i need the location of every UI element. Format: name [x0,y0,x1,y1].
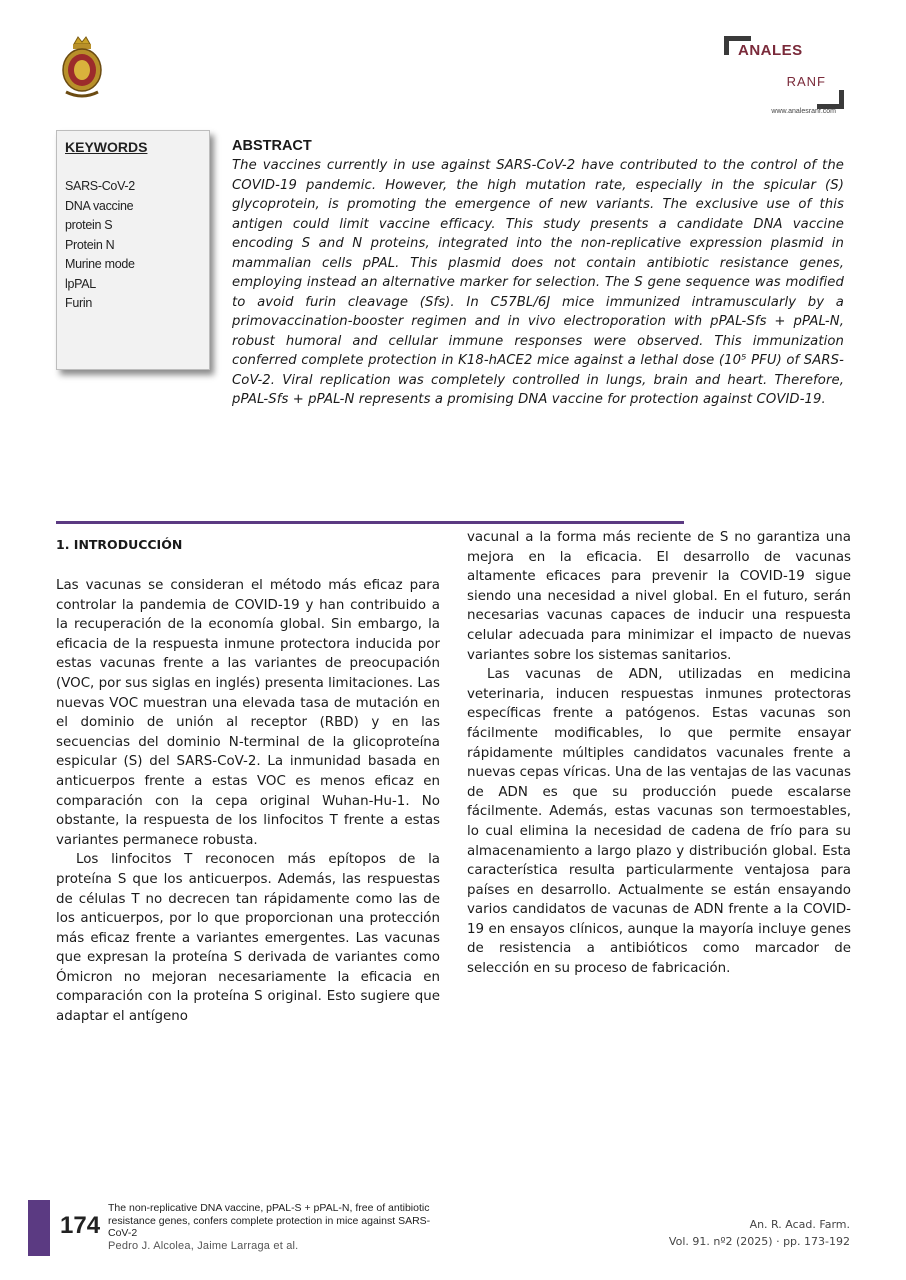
body-column-right [467,528,851,979]
logo-sub-text: RANF [786,74,826,89]
keyword-item: SARS-CoV-2 [65,179,135,193]
page-number: 174 [60,1212,101,1239]
logo-url: www.analesranf.com [771,108,836,115]
section-title: 1. INTRODUCCIÓN [56,537,183,552]
abstract-section [232,136,844,410]
keyword-item: Murine mode [65,257,135,271]
logo-brand-text: ANALES [738,42,803,59]
footer-article-title: The non-replicative DNA vaccine, pPAL-S + pPAL-N, free of antibiotic resistance genes, confers complete protection in mice against SARS-CoV-2 [108,1202,431,1239]
footer-journal: An. R. Acad. Farm. [749,1218,850,1231]
keyword-item: Protein N [65,237,115,252]
keyword-item: DNA vaccine [65,198,134,213]
keywords-box [56,130,210,370]
section-divider [56,521,684,524]
anales-ranf-logo [724,36,844,116]
paragraph: Los linfocitos T reconocen más epítopos de la proteína S que los anticuerpos. Además, las respuestas de células T no decrecen tan rápidamente como las de los anticuerpos, por lo que proporcionan una protección más eficaz frente a variantes emergentes. Las vacunas que expresan la proteína S derivada de variantes como Ómicron no mejoran necesariamente la eficacia en comparación con la proteína S original. Esto sugiere que adaptar el antígeno [56,852,440,1025]
footer-accent-bar [28,1200,50,1256]
paragraph: Las vacunas se consideran el método más eficaz para controlar la pandemia de COVID-19 y han contribuido a la recuperación de la economía global. Sin embargo, la eficacia de la respuesta inmune protectora inducida por estas vacunas frente a las variantes de preocupación (VOC, por sus siglas en inglés) presenta limitaciones. Las nuevas VOC muestran una elevada tasa de mutación en el dominio de unión al receptor (RBD) y en las secuencias del dominio N-terminal de la glicoproteína espicular (S) del SARS-CoV-2. La inmunidad basada en anticuerpos frente a estas VOC es menos eficaz en comparación con la cepa original Wuhan-Hu-1. No obstante, la respuesta de los linfocitos T frente a estas variantes permanece robusta. [56,578,440,848]
body-column-left [56,528,440,1027]
footer-article-info [108,1202,448,1252]
keyword-item: Furin [65,296,92,310]
keywords-list [65,177,135,314]
paragraph: vacunal a la forma más reciente de S no garantiza una mejora en la eficacia. El desarrollo de vacunas altamente eficaces para prevenir la COVID-19 sigue siendo una necesidad a nivel global. En el futuro, serán necesarias vacunas capaces de inducir una respuesta celular adecuada para minimizar el impacto de nuevas variantes sobre los sistemas sanitarios. [467,530,851,663]
footer-journal-info [669,1216,850,1250]
footer-volume: Vol. 91. nº2 (2025) · pp. 173-192 [668,1235,850,1248]
footer-authors: Pedro J. Alcolea, Jaime Larraga et al. [108,1239,299,1252]
paragraph: Las vacunas de ADN, utilizadas en medicina veterinaria, inducen respuestas inmunes protectoras específicas frente a patógenos. Estas vacunas son fácilmente modificables, lo que permite ensayar rápidamente múltiples candidatos vacunales frente a nuevas cepas víricas. Una de las ventajas de las vacunas de ADN es que su producción puede escalarse fácilmente. Además, estas vacunas son termoestables, lo cual elimina la necesidad de cadena de frío para su almacenamiento a largo plazo y distribución global. Esta característica resulta particularmente ventajosa para países en desarrollo. Actualmente se están ensayando varios candidatos de vacunas de ADN frente a la COVID-19 en ensayos clínicos, aunque la mayoría incluye genes de resistencia a antibióticos como marcador de selección en su proceso de fabricación. [467,667,852,977]
keyword-item: protein S [65,218,113,232]
academy-crest-logo [56,34,108,100]
abstract-text: The vaccines currently in use against SARS-CoV-2 have contributed to the control of the COVID-19 pandemic. However, the high mutation rate, especially in the spicular (S) glycoprotein, is promoting the emergence of new variants. The exclusive use of this antigen could limit vaccine efficacy. This study presents a candidate DNA vaccine encoding S and N proteins, integrated into the non-replicative expression plasmid in mammalian cells pPAL. This plasmid does not contain antibiotic resistance genes, employing instead an alternative marker for selection. The S gene sequence was modified to avoid furin cleavage (Sfs). In C57BL/6J mice immunized intramuscularly by a primovaccination-booster regimen and in vivo electroporation with pPAL-Sfs + pPAL-N, robust humoral and cellular immune responses were observed. This immunization conferred complete protection in K18-hACE2 mice against a lethal dose (10⁵ PFU) of SARS-CoV-2. Viral replication was completely controlled in lungs, brain and heart. Therefore, pPAL-Sfs + pPAL-N represents a promising DNA vaccine for protection against COVID-19. [232,158,844,407]
logo-bracket-bottom [817,90,844,109]
abstract-title: ABSTRACT [232,138,312,154]
keyword-item: lpPAL [65,276,96,291]
keywords-title: KEYWORDS [65,139,148,155]
